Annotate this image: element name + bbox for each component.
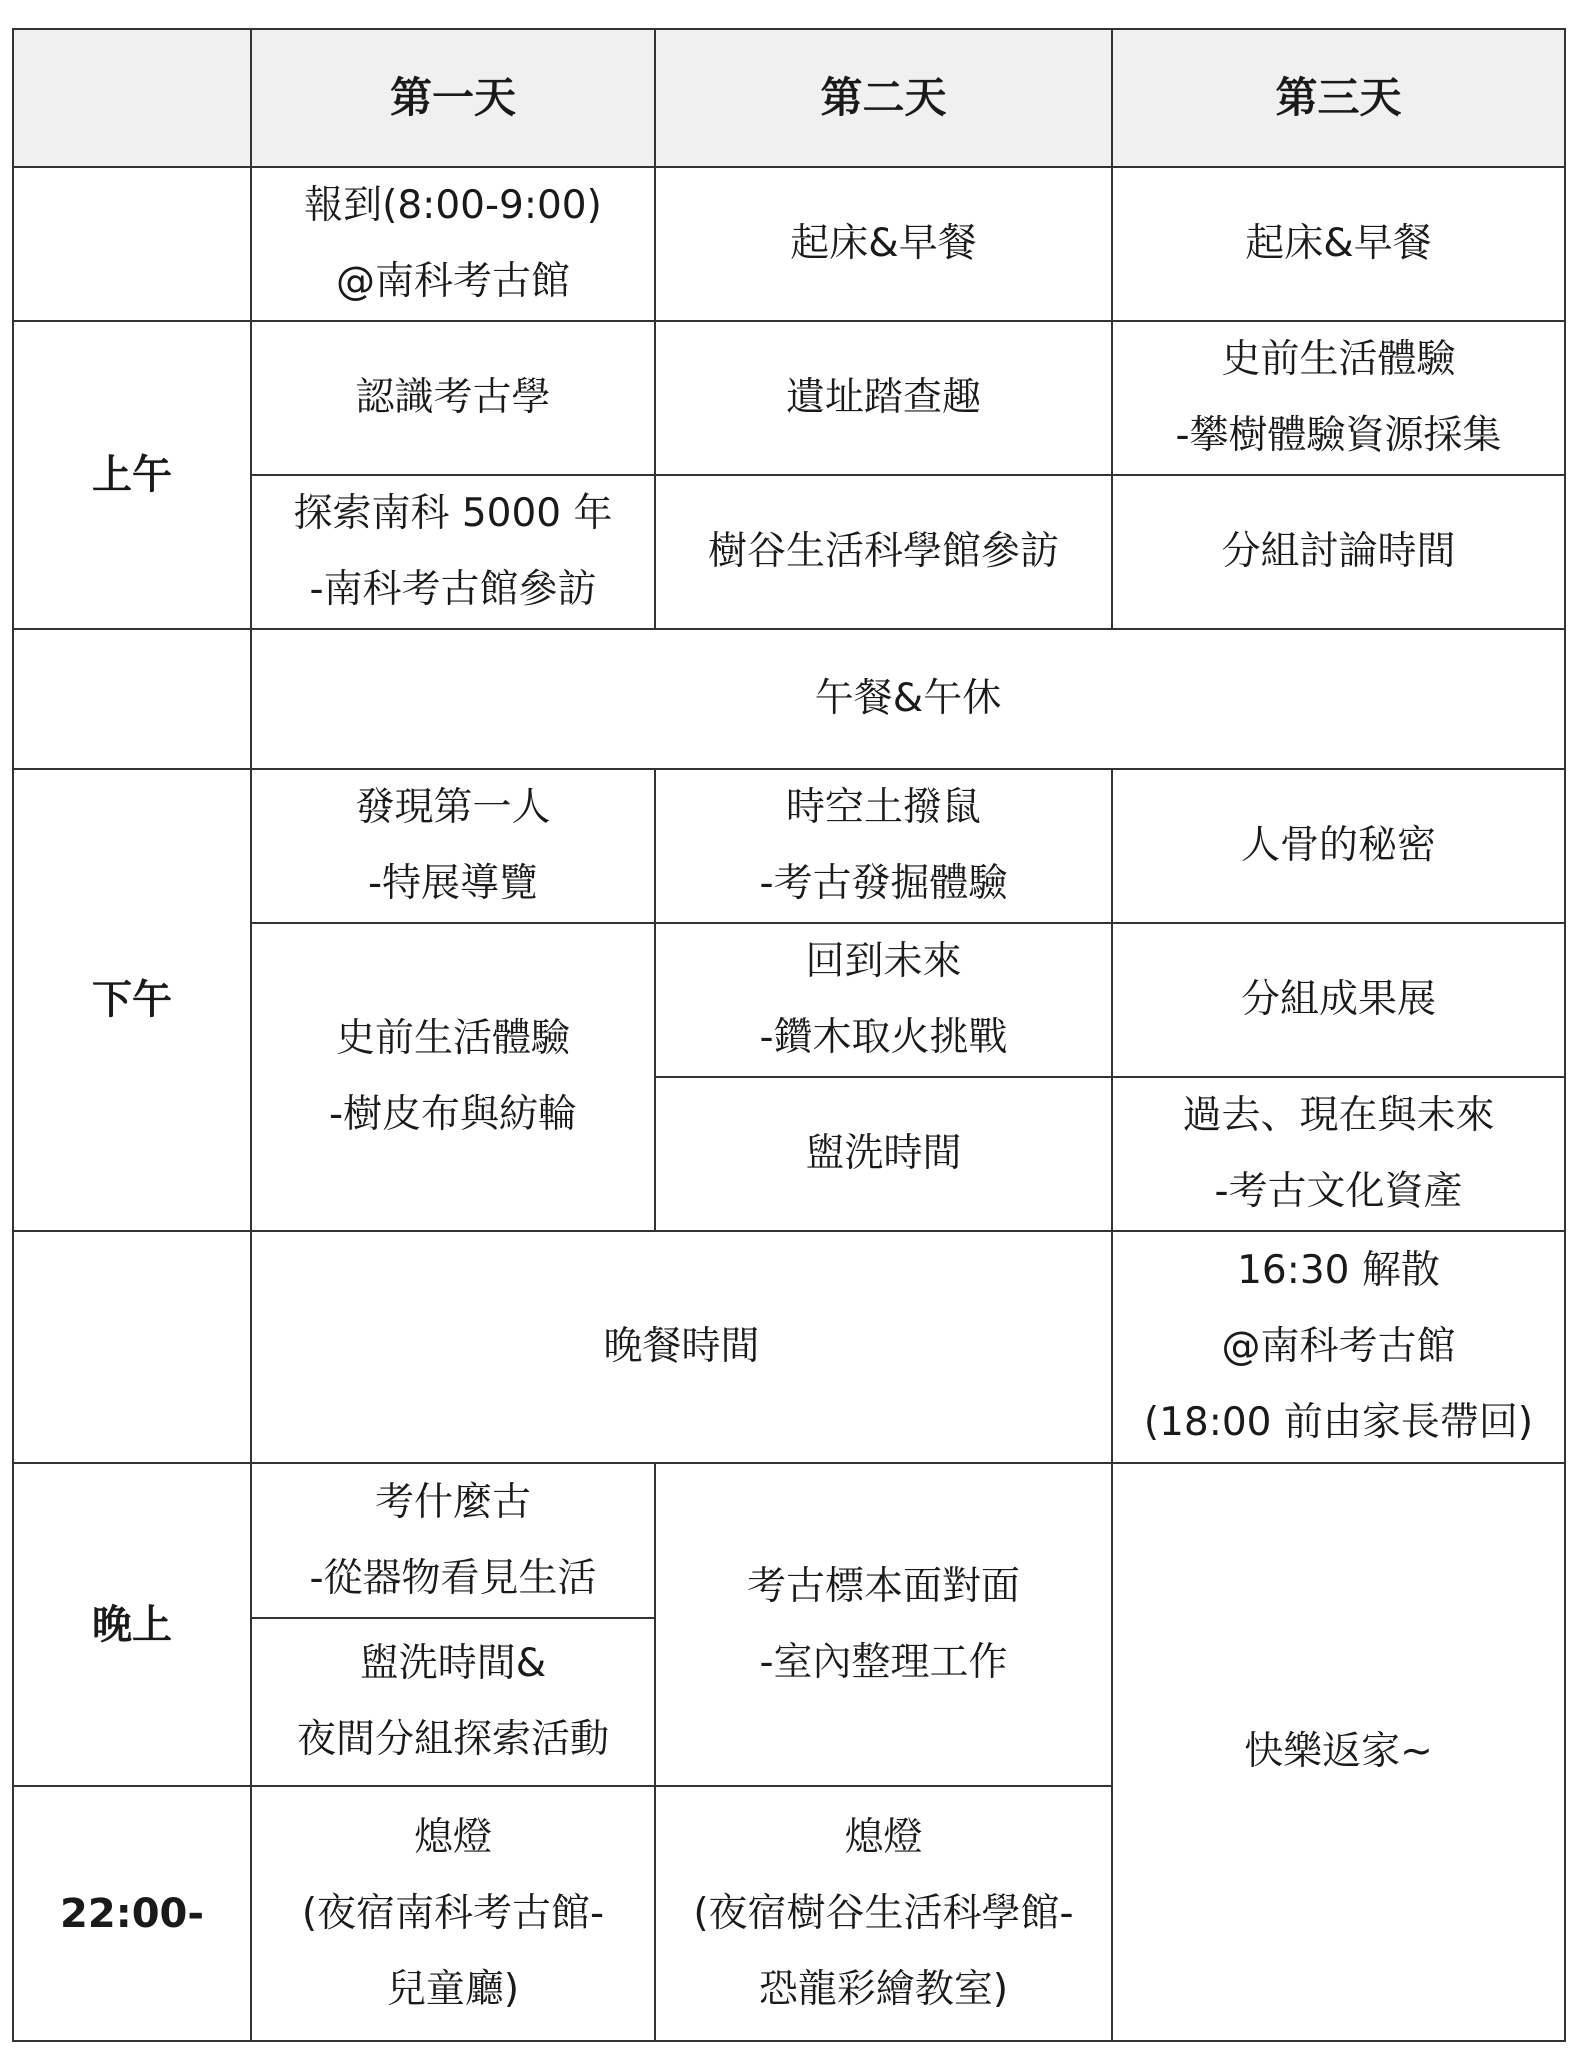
header-day3: 第三天 xyxy=(1112,29,1565,167)
period-blank xyxy=(13,629,251,769)
cell-day2-fire-making: 回到未來 -鑽木取火挑戰 xyxy=(655,923,1112,1077)
header-day2: 第二天 xyxy=(655,29,1112,167)
header-day1: 第一天 xyxy=(251,29,655,167)
cell-day2-wash-time: 盥洗時間 xyxy=(655,1077,1112,1231)
cell-day1-museum-tour: 探索南科 5000 年 -南科考古館參訪 xyxy=(251,475,655,629)
cell-day3-group-showcase: 分組成果展 xyxy=(1112,923,1565,1077)
cell-day1-night-explore: 盥洗時間& 夜間分組探索活動 xyxy=(251,1618,655,1786)
cell-day3-tree-climbing: 史前生活體驗 -攀樹體驗資源採集 xyxy=(1112,321,1565,475)
cell-day1-checkin: 報到(8:00-9:00) @南科考古館 xyxy=(251,167,655,321)
table-row xyxy=(13,167,1565,321)
table-row xyxy=(13,629,1565,769)
period-morning: 上午 xyxy=(13,321,251,629)
period-blank xyxy=(13,167,251,321)
cell-day2-lights-out: 熄燈 (夜宿樹谷生活科學館- 恐龍彩繪教室) xyxy=(655,1786,1112,2041)
period-evening: 晚上 xyxy=(13,1463,251,1786)
period-afternoon: 下午 xyxy=(13,769,251,1231)
cell-day1-archaeology-intro: 認識考古學 xyxy=(251,321,655,475)
cell-day1-exhibition: 發現第一人 -特展導覽 xyxy=(251,769,655,923)
period-blank xyxy=(13,1231,251,1463)
cell-day3-breakfast: 起床&早餐 xyxy=(1112,167,1565,321)
header-row xyxy=(13,29,1565,167)
table-row xyxy=(13,769,1565,923)
cell-day2-excavation: 時空土撥鼠 -考古發掘體驗 xyxy=(655,769,1112,923)
cell-day3-dismissal: 16:30 解散 @南科考古館 (18:00 前由家長帶回) xyxy=(1112,1231,1565,1463)
cell-day3-bone-secrets: 人骨的秘密 xyxy=(1112,769,1565,923)
cell-dinner: 晚餐時間 xyxy=(251,1231,1112,1463)
table-row xyxy=(13,1463,1565,1618)
cell-day1-artifacts: 考什麼古 -從器物看見生活 xyxy=(251,1463,655,1618)
cell-day3-group-discussion: 分組討論時間 xyxy=(1112,475,1565,629)
cell-day1-lights-out: 熄燈 (夜宿南科考古館- 兒童廳) xyxy=(251,1786,655,2041)
cell-day1-bark-cloth: 史前生活體驗 -樹皮布與紡輪 xyxy=(251,923,655,1231)
cell-lunch: 午餐&午休 xyxy=(251,629,1565,769)
cell-day3-go-home: 快樂返家~ xyxy=(1112,1463,1565,2041)
cell-day2-site-visit: 遺址踏查趣 xyxy=(655,321,1112,475)
header-corner xyxy=(13,29,251,167)
cell-day2-breakfast: 起床&早餐 xyxy=(655,167,1112,321)
schedule-table xyxy=(12,28,1566,2042)
cell-day2-specimens: 考古標本面對面 -室內整理工作 xyxy=(655,1463,1112,1786)
table-row xyxy=(13,321,1565,475)
period-night: 22:00- xyxy=(13,1786,251,2041)
table-row xyxy=(13,1231,1565,1463)
cell-day3-cultural-heritage: 過去、現在與未來 -考古文化資產 xyxy=(1112,1077,1565,1231)
cell-day2-science-museum: 樹谷生活科學館參訪 xyxy=(655,475,1112,629)
